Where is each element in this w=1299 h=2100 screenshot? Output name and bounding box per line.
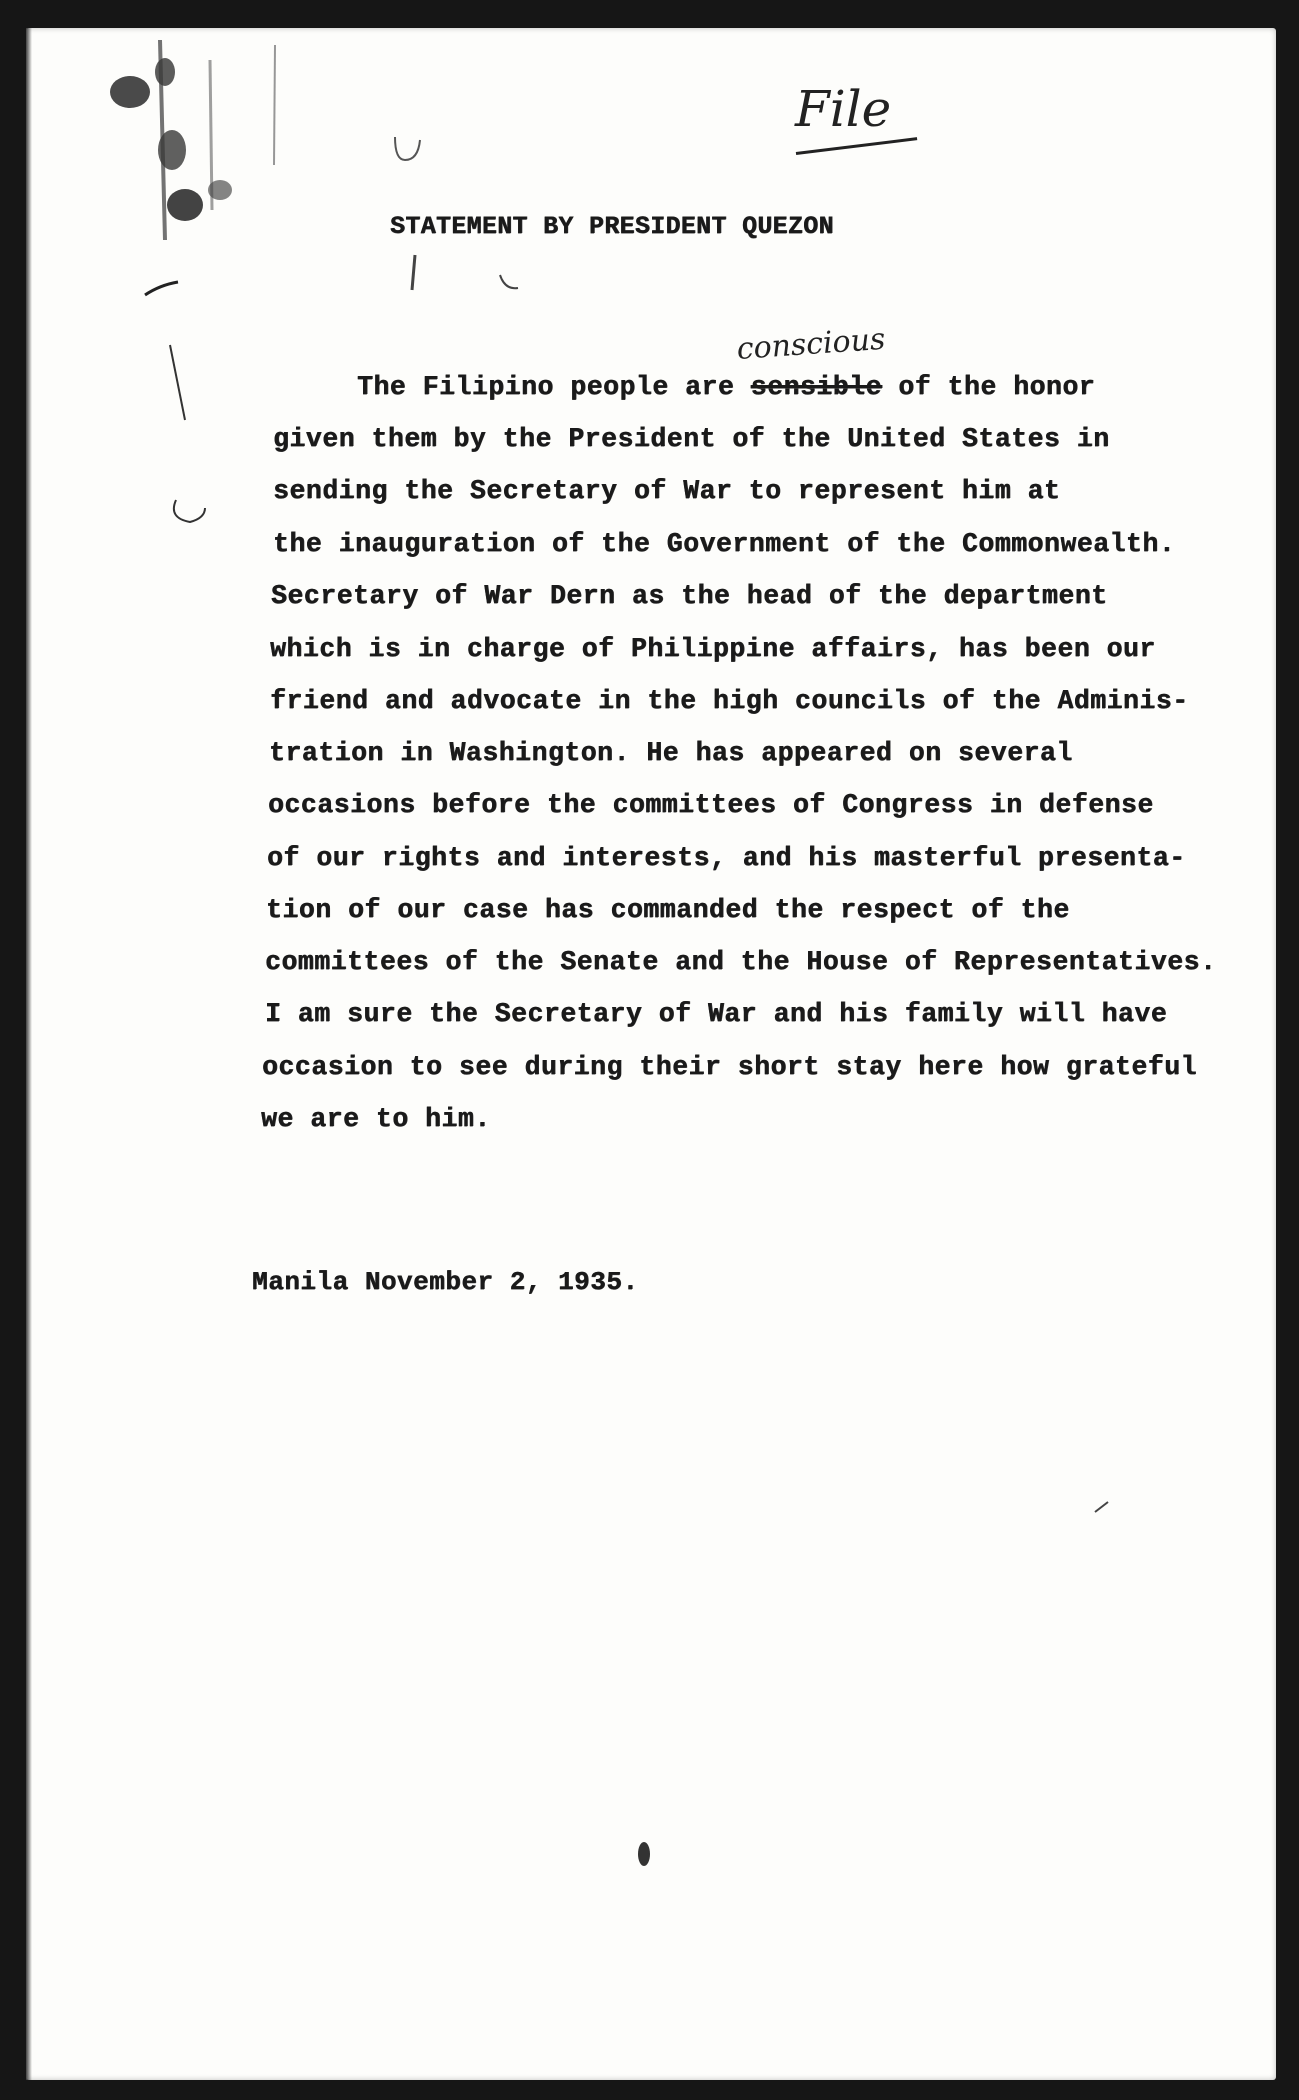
body-line: given them by the President of the United States in — [273, 424, 1110, 454]
body-line: committees of the Senate and the House of Representatives. — [265, 947, 1217, 977]
dateline: Manila November 2, 1935. — [252, 1267, 639, 1297]
body-line: tion of our case has commanded the respect of the — [266, 895, 1070, 925]
body-line: occasion to see during their short stay here how grateful — [262, 1052, 1197, 1082]
handwritten-file-note: File — [795, 80, 892, 138]
body-line-text: of the honor — [881, 372, 1096, 402]
body-line: which is in charge of Philippine affairs, has been our — [270, 634, 1156, 664]
handwritten-insertion: conscious — [735, 321, 887, 367]
body-line: of our rights and interests, and his masterful presenta- — [267, 843, 1186, 873]
body-line-text: The Filipino people are — [357, 372, 751, 402]
body-line: Secretary of War Dern as the head of the department — [271, 581, 1108, 611]
body-line: I am sure the Secretary of War and his family will have — [265, 999, 1168, 1029]
body-line: tration in Washington. He has appeared on several — [269, 738, 1073, 768]
body-line: friend and advocate in the high councils of the Adminis- — [270, 686, 1189, 716]
body-line: occasions before the committees of Congress in defense — [268, 790, 1154, 820]
struck-word: sensible — [750, 372, 882, 402]
body-line — [357, 372, 1095, 402]
body-line: sending the Secretary of War to represent him at — [273, 476, 1061, 506]
body-line: we are to him. — [261, 1104, 491, 1134]
document-title: STATEMENT BY PRESIDENT QUEZON — [390, 212, 834, 241]
body-line: the inauguration of the Government of the Commonwealth. — [273, 529, 1176, 559]
